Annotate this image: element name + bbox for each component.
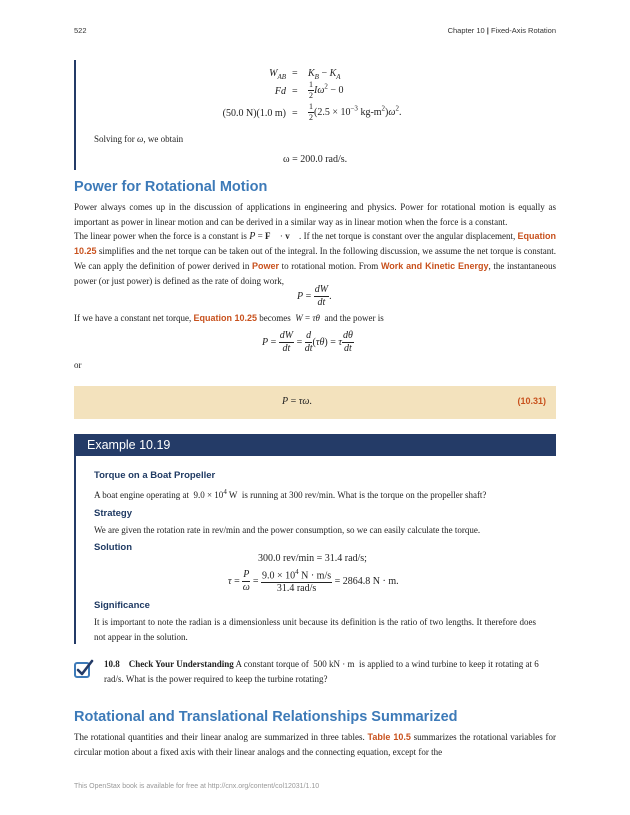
check-understanding: 10.8 Check Your Understanding A constant torque of 500 kN · m is applied to a wind turbine to keep it rotating at 6 rad/s. What is the power required to keep the turbine rotating? [104,659,539,684]
running-header: Chapter 10 | Fixed-Axis Rotation [447,26,556,35]
omega-result: ω = 200.0 rad/s. [283,154,348,165]
power-para-1: Power always comes up in the discussion of applications in engineering and physics. Power for rotational motion is equally as important as power in linear motion and can be derived in a similar way as in linear motion when the force is a constant. [74,202,556,227]
chapter-label: Chapter 10 [447,26,485,35]
significance-text: It is important to note the radian is a dimensionless unit because its definition is the ratio of two lengths. It therefore does not appear in the solution. [94,617,536,642]
solution-heading: Solution [94,542,132,553]
example-continuation-bar [74,60,76,170]
example-side-rule [74,456,76,644]
power-para-3: If we have a constant net torque, Equation 10.25 becomes W = τθ and the power is [74,313,384,323]
link-table-10-5[interactable]: Table 10.5 [367,732,411,742]
solving-text: Solving for ω, we obtain [94,134,184,144]
section-label: Fixed-Axis Rotation [490,26,556,35]
example-problem: A boat engine operating at $9.0 \times 10^4$ W is running at 300 rev/min. What is the torque on the propeller shaft? [94,488,487,500]
link-work-kinetic-energy[interactable]: Work and Kinetic Energy [380,261,489,271]
link-power[interactable]: Power [251,261,279,271]
check-label: Check Your Understanding [128,659,234,669]
page-number: 522 [74,26,87,35]
significance-heading: Significance [94,600,150,611]
strategy-text: We are given the rotation rate in rev/min and the power consumption, so we can easily calculate the torque. [94,525,481,535]
link-equation-10-25[interactable]: Equation 10.25 [74,231,557,256]
equation-p-tau-omega: P = τω. [282,396,312,407]
solution-line-1: 300.0 rev/min = 31.4 rad/s; [258,553,367,564]
relationships-para: The rotational quantities and their linear analog are summarized in three tables. Table 10.5 summarizes the rotational variables for circular motion about a fixed axis with their linear analogs and the connecting equation, except for the [74,732,557,757]
example-label: Example 10.19 [87,438,171,452]
example-title: Torque on a Boat Propeller [94,470,216,481]
or-text: or [74,360,82,370]
section-heading-power: Power for Rotational Motion [74,179,268,195]
check-understanding-icon [74,659,94,684]
example-header-bar [74,434,556,456]
footer-text: This OpenStax book is available for free at http://cnx.org/content/col12031/1.10 [74,783,320,790]
equation-power-def: P = $\frac{dW}{dt}$ . [297,284,332,308]
link-equation-10-25-b[interactable]: Equation 10.25 [193,313,257,323]
strategy-heading: Strategy [94,508,133,519]
check-number: 10.8 [104,659,120,669]
section-heading-relationships: Rotational and Translational Relationships Summarized [74,709,458,725]
equation-box-10-31 [74,386,556,419]
solution-torque-equation: τ = $\frac{P}{\omega}$ = $\frac{9.0 \times 10^4 N \cdot m/s}{\text{31.4 rad/s}}$ = 2864.8 N · m. [228,568,399,595]
equation-number: (10.31) [517,396,546,406]
equation-power-derivation: P = $\frac{dW}{dt}$ = $\frac{d}{dt}$ (τθ) = τ $\frac{d\theta}{dt}$ [262,330,353,354]
power-para-2: The linear power when the force is a constant is P = F⃗ · v⃗ . If the net torque is constant over the angular displacement, Equation 10.25 simplifies and the net torque can be taken out of the integral. In the following discussion, we assume the net torque is constant. We can apply the definition of power derived in Power to rotational motion. From Work and Kinetic Energy, the instantaneous power (or just power) is defined as the rate of doing work, [74,231,557,286]
